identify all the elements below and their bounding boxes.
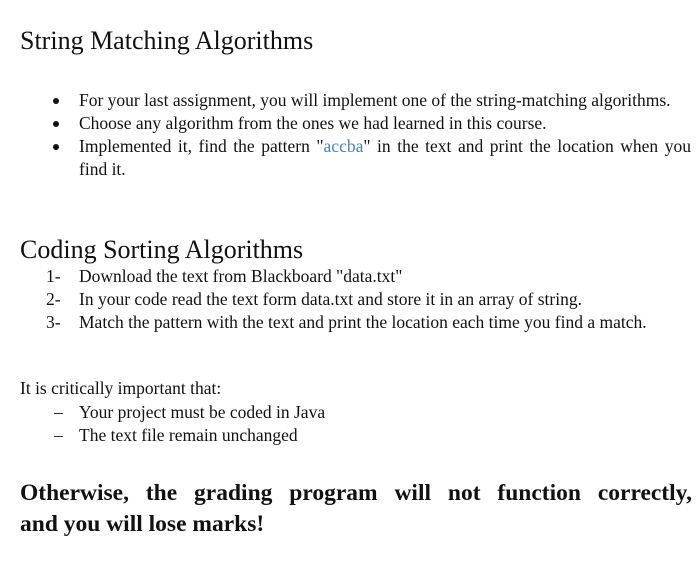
bullet-icon (53, 121, 59, 127)
pattern-highlight: accba (323, 136, 364, 156)
list-item (0, 311, 700, 334)
step-number: 1- (46, 266, 61, 286)
grading-warning (20, 478, 692, 540)
string-matching-bullet-list (0, 89, 700, 181)
dash-marker: – (54, 425, 63, 445)
section-title-string-matching: String Matching Algorithms (20, 26, 314, 55)
bullet-text: For your last assignment, you will implement one of the string-matching algorithms. (79, 90, 671, 110)
section-title-coding-sorting: Coding Sorting Algorithms (20, 235, 304, 264)
step-number: 2- (46, 289, 61, 309)
list-item (0, 401, 700, 424)
list-item (0, 89, 700, 112)
bullet-text-after-pattern: " in the text and print the location when you find it. (79, 136, 691, 179)
step-text: In your code read the text form data.txt and store it in an array of string. (79, 289, 582, 309)
requirement-text: Your project must be coded in Java (79, 402, 326, 422)
bullet-text: Choose any algorithm from the ones we had learned in this course. (79, 113, 547, 133)
list-item (0, 424, 700, 447)
requirements-dash-list (0, 401, 700, 447)
warning-line-1: Otherwise, the grading program will not function correctly, (20, 480, 692, 506)
bullet-text-before-pattern: Implemented it, find the pattern " (79, 136, 324, 156)
list-item (0, 265, 700, 288)
list-item (0, 288, 700, 311)
bullet-icon (53, 98, 59, 104)
warning-line-2: and you will lose marks! (20, 511, 265, 537)
bullet-icon (53, 144, 59, 150)
list-item (0, 135, 700, 181)
step-text: Download the text from Blackboard "data.txt" (79, 266, 403, 286)
requirement-text: The text file remain unchanged (79, 425, 298, 445)
steps-numbered-list (0, 265, 700, 334)
step-number: 3- (46, 312, 61, 332)
dash-marker: – (54, 402, 63, 422)
requirements-intro: It is critically important that: (20, 378, 222, 398)
step-text: Match the pattern with the text and print the location each time you find a match. (79, 312, 647, 332)
list-item (0, 112, 700, 135)
